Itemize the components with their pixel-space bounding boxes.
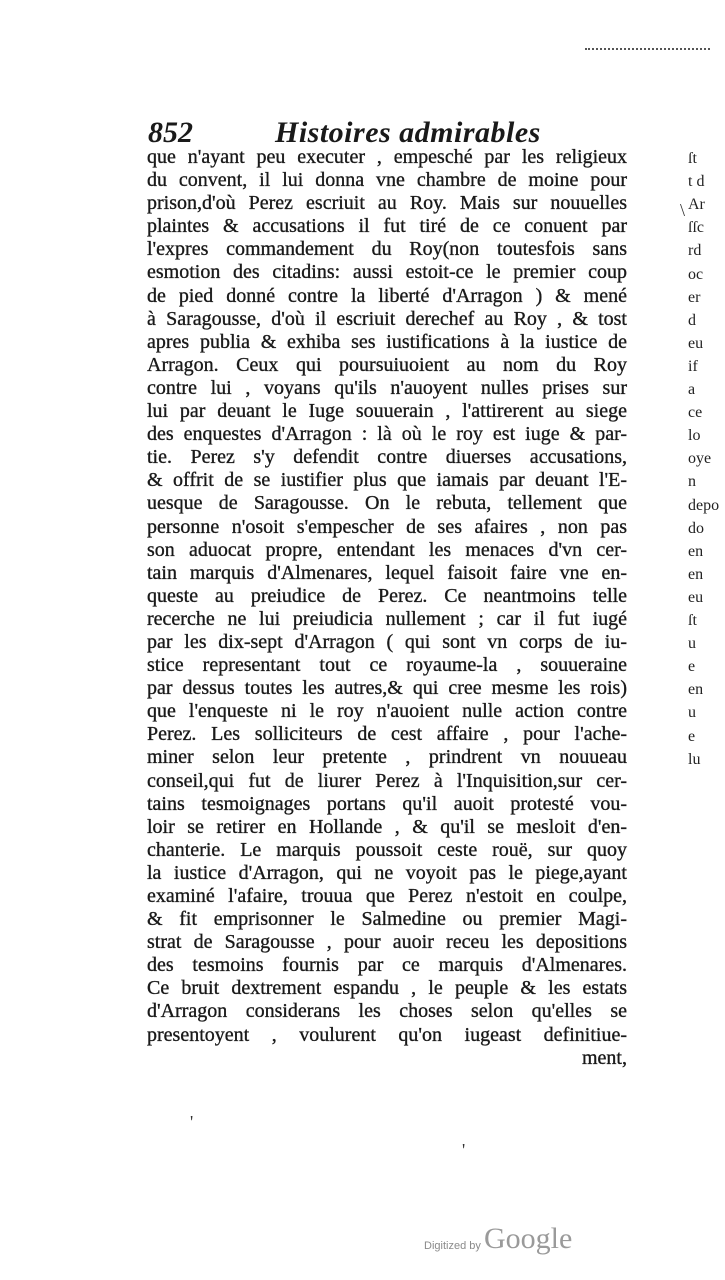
text-line: ment, — [582, 1046, 627, 1069]
google-logo: Google — [484, 1222, 573, 1255]
facing-page-fragment: en — [688, 542, 704, 560]
text-line: presentoyent , voulurent qu'on iugeast definitiue- — [147, 1023, 627, 1046]
text-line: que l'enqueste ni le roy n'auoient nulle action contre — [147, 700, 627, 723]
text-line: lui par deuant le Iuge souuerain , l'attirerent au siege — [147, 400, 627, 423]
text-line: d'Arragon considerans les choses selon qu'elles se — [147, 1000, 627, 1023]
facing-page-fragment: ſt — [688, 150, 697, 167]
facing-page-fragment: a — [688, 381, 696, 398]
facing-page-fragment: Ar — [688, 196, 705, 214]
text-line: Ce bruit dextrement espandu , le peuple & les estats — [147, 977, 627, 1000]
text-line: conseil,qui fut de liurer Perez à l'Inquisition,sur cer- — [147, 769, 627, 792]
margin-mark: ' — [190, 1112, 194, 1132]
text-line: recerche ne lui preiudicia nullement ; car il fut iugé — [147, 607, 627, 630]
top-edge-dotted-rule — [585, 48, 710, 50]
facing-page-fragment: en — [688, 565, 704, 583]
facing-page-fragment: er — [688, 288, 701, 306]
text-line: des enquestes d'Arragon : là où le roy est iuge & par- — [147, 423, 627, 446]
text-line: à Saragousse, d'où il escriuit derechef au Roy , & tost — [147, 307, 627, 330]
text-line: personne n'osoit s'empescher de ses afaires , non pas — [147, 515, 627, 538]
text-line: & fit emprisonner le Salmedine ou premier Magi- — [147, 908, 627, 931]
page-number: 852 — [148, 116, 193, 149]
text-line: des tesmoins fournis par ce marquis d'Almenares. — [147, 954, 627, 977]
text-line: son aduocat propre, entendant les menaces d'vn cer- — [147, 538, 627, 561]
facing-page-fragment: d — [688, 311, 696, 329]
facing-page-fragment: oye — [688, 450, 712, 468]
text-line: tains tesmoignages portans qu'il auoit protesté vou- — [147, 792, 627, 815]
text-line: Perez. Les solliciteurs de cest affaire , pour l'ache- — [147, 723, 627, 746]
facing-page-fragment: oc — [688, 265, 704, 283]
text-line: chanterie. Le marquis poussoit ceste rouë, sur quoy — [147, 838, 627, 861]
running-title: Histoires admirables — [275, 116, 541, 149]
text-line: l'expres commandement du Roy(non toutesfois sans — [147, 238, 627, 261]
facing-page-fragment: ſſc — [688, 219, 704, 237]
facing-page-fragment: if — [688, 357, 698, 375]
text-line: plaintes & accusations il fut tiré de ce conuent par — [147, 215, 627, 238]
facing-page-fragment: t d — [688, 173, 705, 191]
facing-page-fragment: rd — [688, 242, 702, 260]
body-text — [147, 146, 627, 1070]
text-line: apres publia & exhiba ses iustifications à la iustice de — [147, 330, 627, 353]
facing-page-fragment: ce — [688, 404, 703, 422]
text-line: esmotion des citadins: aussi estoit-ce le premier coup — [147, 261, 627, 284]
text-line: la iustice d'Arragon, qui ne voyoit pas le piege,ayant — [147, 861, 627, 884]
text-line: par les dix-sept d'Arragon ( qui sont vn corps de iu- — [147, 630, 627, 653]
text-line: tain marquis d'Almenares, lequel faisoit faire vne en- — [147, 561, 627, 584]
facing-page-fragment: eu — [688, 334, 704, 352]
text-line: miner selon leur pretente , prindrent vn nouueau — [147, 746, 627, 769]
margin-mark: ' — [462, 1140, 466, 1160]
facing-page-fragment: e — [688, 658, 696, 676]
text-line: que n'ayant peu executer , empesché par les religieux — [147, 146, 627, 168]
facing-page-fragment: u — [688, 704, 696, 722]
text-line: prison,d'où Perez escriuit au Roy. Mais sur nouuelles — [147, 192, 627, 215]
facing-page-fragment: do — [688, 519, 704, 537]
facing-page-fragment: eu — [688, 588, 704, 606]
text-line: contre lui , voyans qu'ils n'auoyent nulles prises sur — [147, 376, 627, 399]
text-line: strat de Saragousse , pour auoir receu les depositions — [147, 931, 627, 954]
text-line: stice representant tout ce royaume-la , souueraine — [147, 654, 627, 677]
facing-page-fragment: lo — [688, 427, 701, 445]
text-line: queste au preiudice de Perez. Ce neantmoins telle — [147, 584, 627, 607]
facing-page-fragment: n — [688, 473, 696, 491]
text-line: loir se retirer en Hollande , & qu'il se mesloit d'en- — [147, 815, 627, 838]
facing-page-fragment: ſt — [688, 612, 697, 629]
text-line: uesque de Saragousse. On le rebuta, tellement que — [147, 492, 627, 515]
text-line: examiné l'afaire, trouua que Perez n'estoit en coulpe, — [147, 885, 627, 907]
text-line: du convent, il lui donna vne chambre de moine pour — [147, 169, 627, 192]
facing-page-fragment: depo — [688, 496, 720, 514]
margin-mark: \ — [680, 200, 686, 220]
text-line: de pied donné contre la liberté d'Arragon ) & mené — [147, 284, 627, 307]
text-line: & offrit de se iustifier plus que iamais par deuant l'E- — [147, 469, 627, 492]
facing-page-fragment: u — [688, 635, 696, 653]
facing-page-fragment: en — [688, 681, 704, 699]
google-digitized-watermark — [420, 1222, 600, 1262]
text-line: tie. Perez s'y defendit contre diuerses accusations, — [147, 446, 627, 469]
digitized-by-label: Digitized by — [424, 1240, 481, 1252]
text-line: par dessus toutes les autres,& qui cree mesme les rois) — [147, 677, 627, 700]
text-line: Arragon. Ceux qui poursuiuoient au nom du Roy — [147, 353, 627, 376]
facing-page-fragment: e — [688, 727, 696, 745]
facing-page-fragment: lu — [688, 750, 701, 768]
